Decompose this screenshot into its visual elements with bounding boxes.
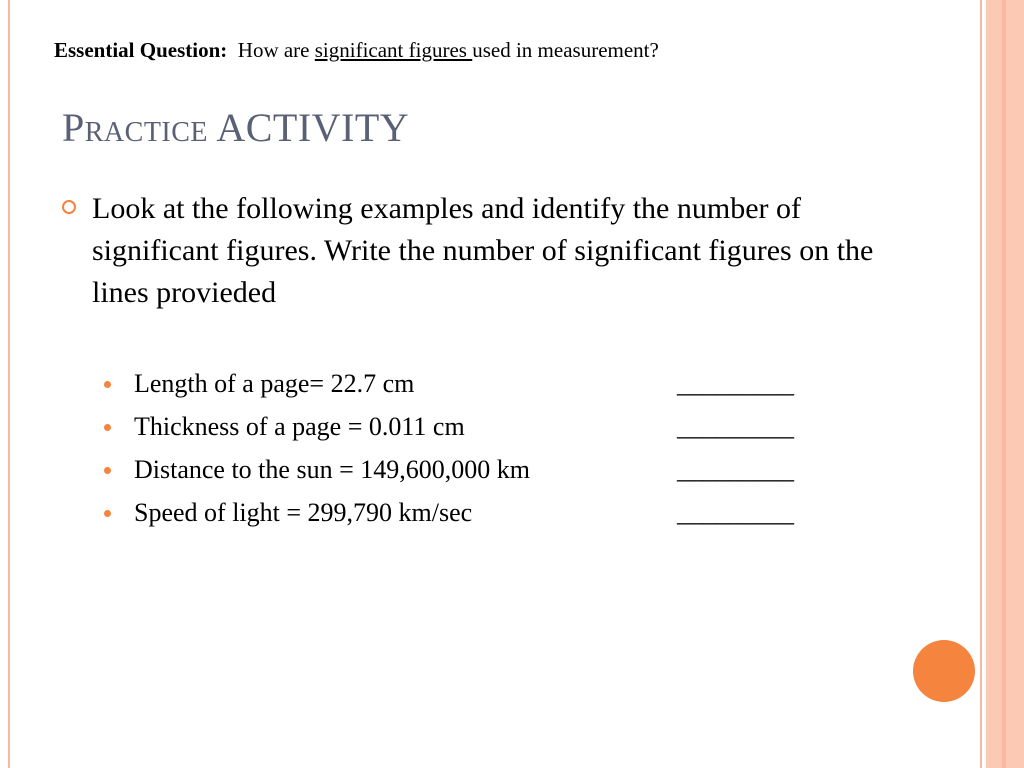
bullet-dot-icon xyxy=(104,424,111,431)
slide-title-smallcaps: Practice xyxy=(62,105,209,150)
example-label: Speed of light = 299,790 km/sec xyxy=(134,498,473,527)
example-label: Distance to the sun = 149,600,000 km xyxy=(134,455,530,484)
bullet-dot-icon xyxy=(104,510,111,517)
ring-bullet-icon xyxy=(62,200,76,214)
essential-question-text-end: used in measurement? xyxy=(472,38,659,62)
main-bullet-text: Look at the following examples and identify the number of significant figures. Write the number of significant figures on the lines provieded xyxy=(92,192,874,309)
answer-blank: _________ xyxy=(677,412,794,441)
essential-question-text-start: How are xyxy=(237,38,315,62)
list-item xyxy=(104,493,864,536)
list-item xyxy=(104,450,864,493)
essential-question xyxy=(54,38,659,63)
left-border-line xyxy=(8,0,10,768)
essential-question-underlined: significant figures xyxy=(314,38,473,62)
list-item xyxy=(104,407,864,450)
answer-blank: _________ xyxy=(677,369,794,398)
main-bullet xyxy=(62,188,892,314)
example-label: Thickness of a page = 0.011 cm xyxy=(134,412,465,441)
example-label: Length of a page= 22.7 cm xyxy=(134,369,415,398)
slide-title-rest: ACTIVITY xyxy=(208,105,410,150)
essential-question-label: Essential Question: xyxy=(54,38,228,62)
examples-list xyxy=(104,364,864,536)
answer-blank: _________ xyxy=(677,455,794,484)
bullet-dot-icon xyxy=(104,381,111,388)
right-decorative-stripes xyxy=(980,0,1024,768)
answer-blank: _________ xyxy=(677,498,794,527)
slide-title xyxy=(62,104,409,151)
list-item xyxy=(104,364,864,407)
orange-circle-decoration xyxy=(913,640,975,702)
bullet-dot-icon xyxy=(104,467,111,474)
